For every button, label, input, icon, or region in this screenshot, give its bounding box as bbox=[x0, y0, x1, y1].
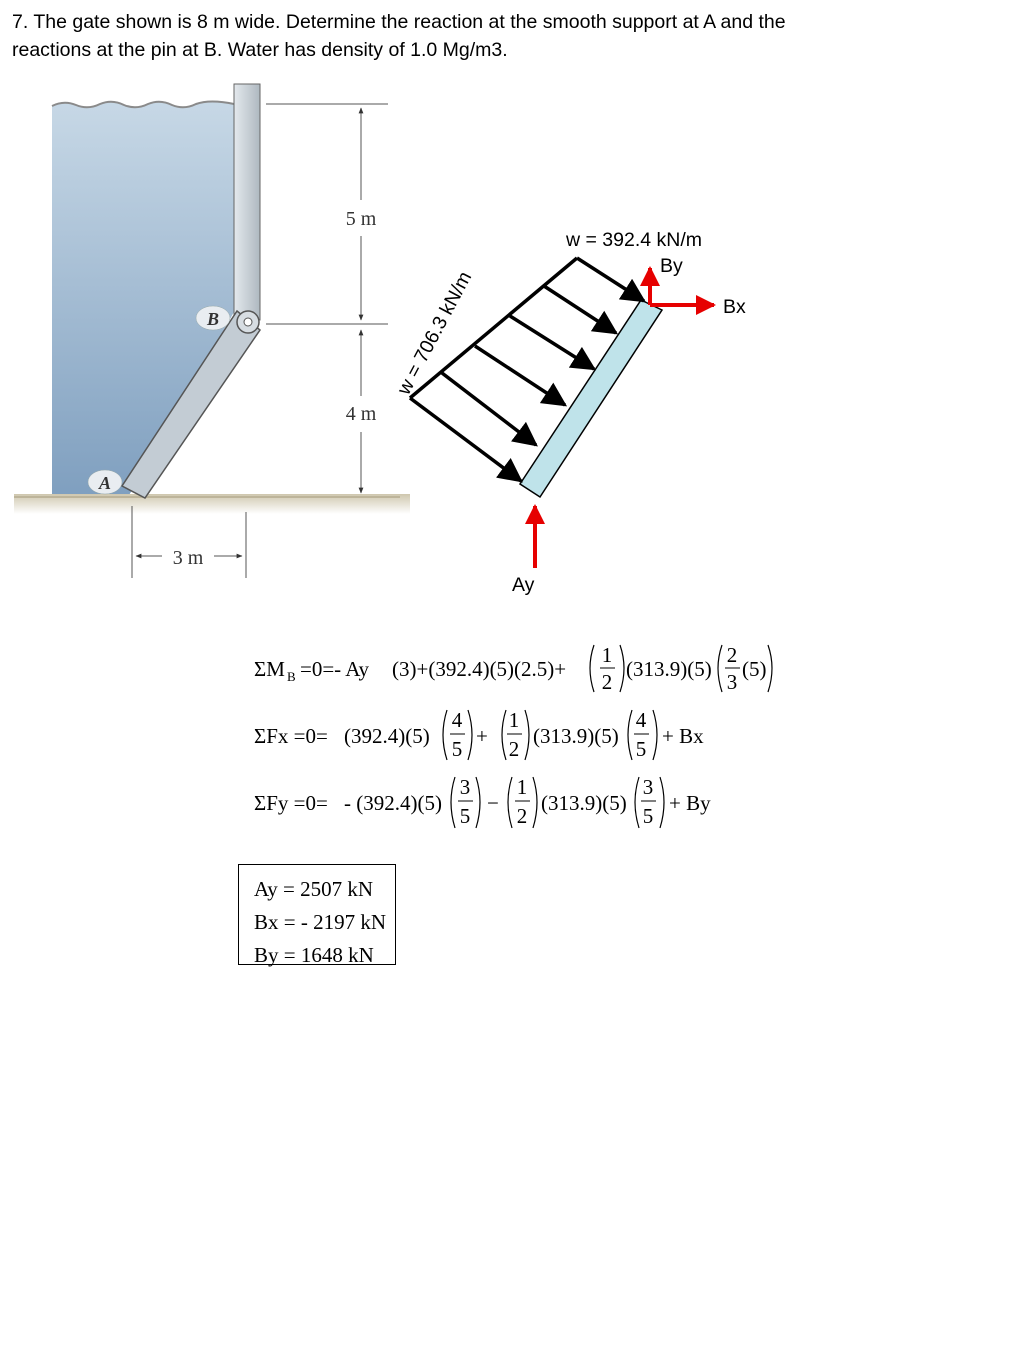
eq-fx-b: + bbox=[476, 724, 488, 748]
load-label-side: w = 706.3 kN/m bbox=[392, 267, 477, 399]
eq-moment-paren-l2 bbox=[718, 645, 722, 692]
eq-fx-d3: 5 bbox=[635, 737, 647, 761]
eq-fy-n2: 1 bbox=[516, 775, 528, 799]
dim-3m-label: 3 m bbox=[172, 547, 204, 569]
load-arrow-4 bbox=[475, 346, 565, 405]
eq-fx-n2: 1 bbox=[508, 708, 520, 732]
eq-fy-n3: 3 bbox=[642, 775, 654, 799]
eq-fx bbox=[254, 708, 704, 761]
problem-line-1: 7. The gate shown is 8 m wide. Determine the reaction at the smooth support at A and the bbox=[12, 11, 786, 33]
label-b: B bbox=[206, 309, 220, 329]
eq-moment bbox=[254, 643, 772, 694]
eq-moment-d2: 3 bbox=[726, 670, 738, 694]
eq-moment-d1: 2 bbox=[601, 670, 613, 694]
eq-fx-paren-l1 bbox=[443, 710, 447, 760]
load-arrow-1 bbox=[577, 258, 644, 301]
label-a: A bbox=[98, 473, 112, 493]
label-ay: Ay bbox=[512, 574, 535, 596]
label-bx: Bx bbox=[723, 296, 746, 318]
eq-fy-c: (313.9)(5) bbox=[541, 791, 627, 815]
eq-moment-lhs: ΣM bbox=[254, 657, 285, 681]
eq-fy-n1: 3 bbox=[459, 775, 471, 799]
eq-fy-a: - (392.4)(5) bbox=[344, 791, 442, 815]
load-arrow-3 bbox=[510, 316, 594, 369]
load-arrow-6 bbox=[410, 398, 521, 481]
eq-fy-paren-r3 bbox=[660, 777, 664, 828]
answer-bx: Bx = - 2197 kN bbox=[254, 910, 387, 934]
eq-fy-paren-r2 bbox=[533, 777, 537, 828]
eq-fy-paren-l1 bbox=[451, 777, 455, 828]
eq-fx-a: (392.4)(5) bbox=[344, 724, 430, 748]
eq-fy-d1: 5 bbox=[459, 804, 471, 828]
dim-5m-label: 5 m bbox=[345, 208, 377, 230]
eq-fx-paren-r2 bbox=[525, 710, 529, 760]
answer-box bbox=[238, 864, 396, 965]
eq-moment-e: (5) bbox=[742, 657, 767, 681]
eq-fx-paren-r3 bbox=[653, 710, 657, 760]
eq-fx-d: + Bx bbox=[662, 724, 704, 748]
eq-fy-b: − bbox=[487, 791, 499, 815]
eq-fx-d2: 2 bbox=[508, 737, 520, 761]
eq-moment-n1: 1 bbox=[601, 643, 613, 667]
eq-moment-b: (3)+(392.4)(5)(2.5)+ bbox=[392, 657, 567, 681]
eq-fx-paren-r1 bbox=[468, 710, 472, 760]
dam-figure bbox=[14, 84, 410, 514]
eq-fy-paren-l3 bbox=[635, 777, 639, 828]
label-by: By bbox=[660, 255, 683, 277]
eq-fy-d3: 5 bbox=[642, 804, 654, 828]
pin-b-hole bbox=[244, 318, 252, 326]
eq-moment-c: (313.9)(5) bbox=[626, 657, 712, 681]
eq-fx-paren-l3 bbox=[628, 710, 632, 760]
eq-fy bbox=[254, 775, 711, 828]
eq-fx-lhs: ΣFx =0= bbox=[254, 724, 328, 748]
eq-moment-sub: B bbox=[287, 669, 296, 684]
water-region bbox=[52, 102, 234, 498]
eq-moment-paren-r1 bbox=[620, 645, 624, 692]
eq-fx-c: (313.9)(5) bbox=[533, 724, 619, 748]
eq-fy-paren-r1 bbox=[476, 777, 480, 828]
eq-moment-paren-r2 bbox=[768, 645, 772, 692]
eq-moment-a: =0=- Ay bbox=[300, 657, 370, 681]
eq-fx-paren-l2 bbox=[502, 710, 506, 760]
free-body-diagram bbox=[393, 229, 746, 596]
answer-by: By = 1648 kN bbox=[254, 943, 374, 967]
load-label-top: w = 392.4 kN/m bbox=[566, 229, 703, 251]
eq-fx-n3: 4 bbox=[635, 708, 647, 732]
eq-moment-n2: 2 bbox=[726, 643, 738, 667]
eq-moment-paren-l1 bbox=[590, 645, 594, 692]
eq-fy-paren-l2 bbox=[508, 777, 512, 828]
eq-fy-lhs: ΣFy =0= bbox=[254, 791, 328, 815]
equations bbox=[254, 643, 772, 828]
dim-4m-label: 4 m bbox=[345, 403, 377, 425]
eq-fx-d1: 5 bbox=[451, 737, 463, 761]
eq-fy-d2: 2 bbox=[516, 804, 528, 828]
vertical-wall bbox=[234, 84, 260, 320]
answer-ay: Ay = 2507 kN bbox=[254, 877, 373, 901]
eq-fy-d: + By bbox=[669, 791, 711, 815]
problem-line-2: reactions at the pin at B. Water has density of 1.0 Mg/m3. bbox=[12, 39, 508, 61]
fbd-gate bbox=[520, 300, 662, 497]
load-arrow-2 bbox=[544, 286, 616, 333]
eq-fx-n1: 4 bbox=[451, 708, 463, 732]
